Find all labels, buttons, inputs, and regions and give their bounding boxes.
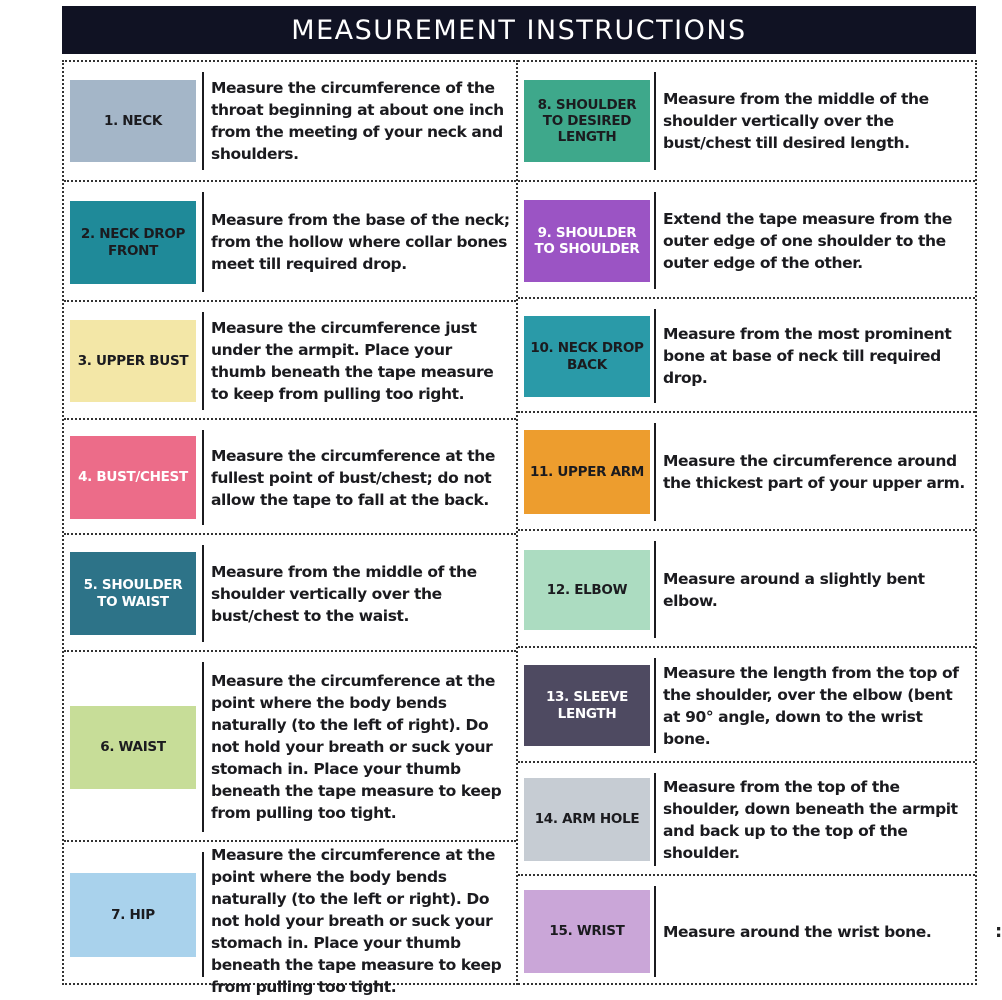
measurement-row [64, 418, 516, 535]
page-title: MEASUREMENT INSTRUCTIONS [291, 14, 747, 46]
measurement-description: Measure from the top of the shoulder, down beneath the armpit and back up to the top of the shoulder. [663, 778, 958, 862]
right-column [518, 60, 977, 985]
row-divider [202, 852, 204, 977]
row-divider [202, 430, 204, 525]
row-divider [202, 545, 204, 642]
measurement-description: Measure the circumference at the fullest point of bust/chest; do not allow the tape to fall at the back. [211, 447, 496, 509]
row-divider [202, 662, 204, 832]
measurement-label: 15. WRIST [524, 890, 650, 973]
measurement-row [518, 529, 975, 648]
measurement-row [64, 840, 516, 996]
row-divider [202, 312, 204, 410]
measurement-label: 9. SHOULDER TO SHOULDER [524, 200, 650, 282]
row-divider [654, 658, 656, 753]
measurement-row [518, 874, 975, 987]
row-divider [654, 541, 656, 638]
measurement-description: Measure from the base of the neck; from the hollow where collar bones meet till required drop. [211, 211, 510, 273]
row-divider [654, 773, 656, 866]
measurement-description: Measure from the middle of the shoulder vertically over the bust/chest to the waist. [211, 563, 477, 625]
row-divider [202, 192, 204, 292]
measurement-label: 11. UPPER ARM [524, 430, 650, 514]
measurement-description: Extend the tape measure from the outer edge of one shoulder to the outer edge of the other. [663, 210, 952, 272]
measurement-label: 6. WAIST [70, 706, 196, 789]
measurement-row [64, 180, 516, 302]
measurement-row [518, 761, 975, 876]
measurement-label: 12. ELBOW [524, 550, 650, 630]
measurement-label: 8. SHOULDER TO DESIRED LENGTH [524, 80, 650, 162]
measurement-description: Measure the circumference of the throat beginning at about one inch from the meeting of your neck and shoulders. [211, 79, 504, 163]
measurement-row [518, 411, 975, 531]
measurement-label: 2. NECK DROP FRONT [70, 201, 196, 284]
measurement-row [64, 300, 516, 420]
row-divider [654, 423, 656, 521]
measurement-label: 3. UPPER BUST [70, 320, 196, 402]
measurement-description: Measure the circumference just under the armpit. Place your thumb beneath the tape measure to keep from pulling too right. [211, 319, 494, 403]
measurement-description: Measure around a slightly bent elbow. [663, 570, 925, 610]
measurement-description: Measure from the middle of the shoulder vertically over the bust/chest till desired length. [663, 90, 929, 152]
measurement-label: 7. HIP [70, 873, 196, 957]
measurement-row [64, 650, 516, 842]
measurement-label: 13. SLEEVE LENGTH [524, 665, 650, 746]
measurement-row [64, 533, 516, 652]
measurement-description: Measure the circumference at the point where the body bends naturally (to the left of right). Do not hold your breath or suck your stomach in. Place your thumb beneath the tape measure to keep from pulling too tight. [211, 672, 502, 822]
title-banner [62, 6, 976, 54]
measurement-row [518, 646, 975, 763]
measurement-label: 10. NECK DROP BACK [524, 316, 650, 397]
row-divider [654, 309, 656, 403]
measurement-row [518, 62, 975, 180]
measurement-row [518, 180, 975, 299]
measurement-label: 4. BUST/CHEST [70, 436, 196, 519]
measurement-row [64, 62, 516, 180]
measurement-label: 5. SHOULDER TO WAIST [70, 552, 196, 635]
measurement-description: Measure the circumference at the point where the body bends naturally (to the left or right). Do not hold your breath or suck your stomach in. Place your thumb beneath the tape measure to keep from pulling too tight. [211, 846, 502, 996]
row-divider [654, 192, 656, 289]
measurement-label: 14. ARM HOLE [524, 778, 650, 861]
measurement-description: Measure from the most prominent bone at base of neck till required drop. [663, 325, 952, 387]
row-divider [654, 886, 656, 977]
left-column [62, 60, 518, 996]
edge-mark: : [995, 921, 1002, 942]
measurement-description: Measure around the wrist bone. [663, 923, 932, 941]
measurement-label: 1. NECK [70, 80, 196, 162]
row-divider [202, 72, 204, 170]
measurement-description: Measure the circumference around the thickest part of your upper arm. [663, 452, 965, 492]
measurement-description: Measure the length from the top of the shoulder, over the elbow (bent at 90° angle, down to the wrist bone. [663, 664, 959, 748]
measurement-row [518, 297, 975, 413]
row-divider [654, 72, 656, 170]
